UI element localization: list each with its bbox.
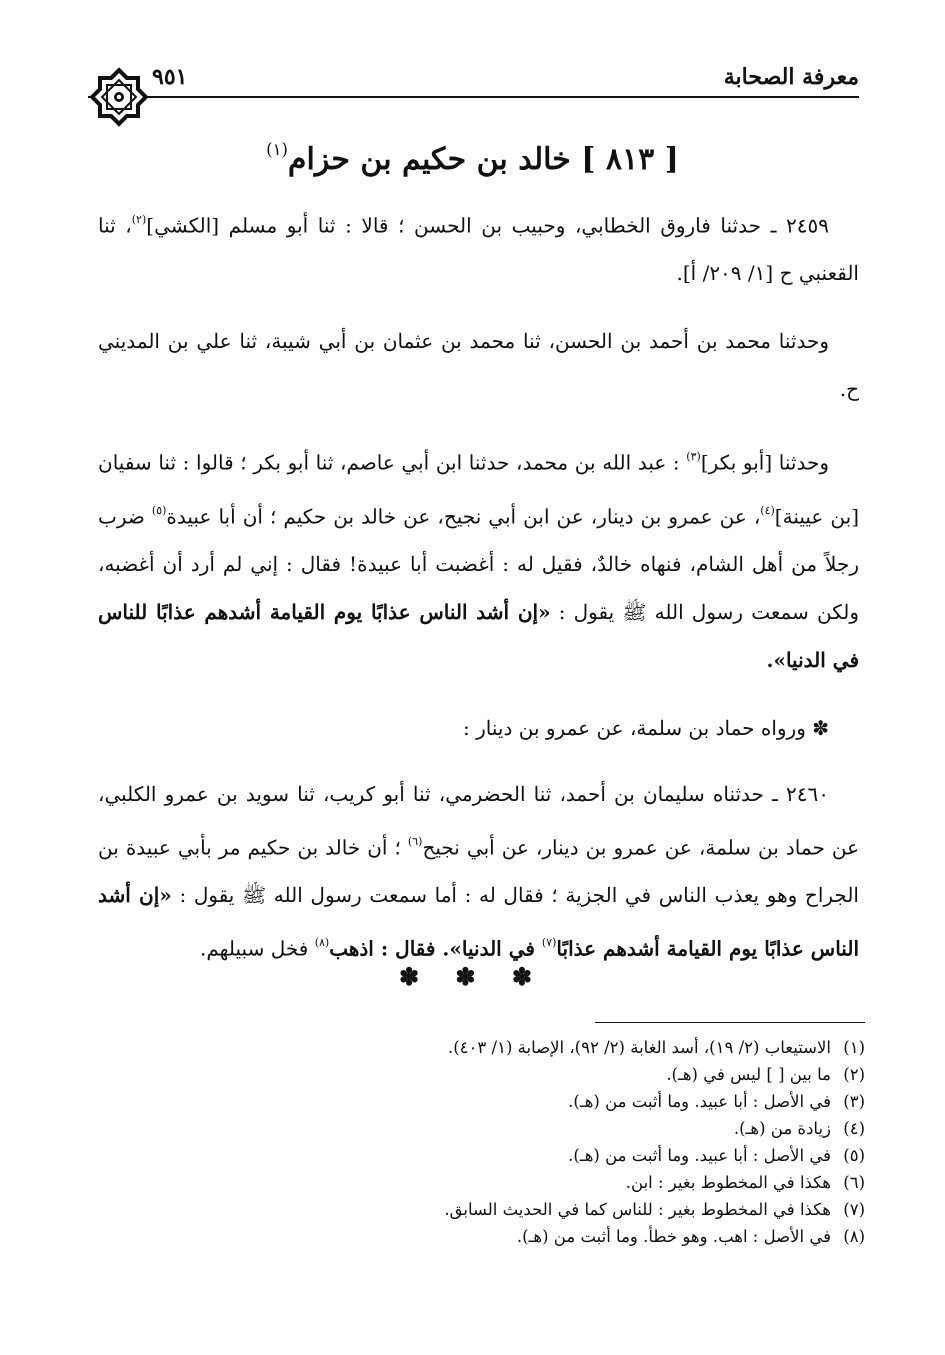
hadith-paragraph: [98, 433, 859, 684]
paragraph-text: ؛ أن خالد بن حكيم مر بأبي عبيدة بن الجراح وهو يعذب الناس في الجزية ؛ فقال له : أما سمعت رسول الله ﷺ يقول :: [98, 835, 859, 908]
header-rule: [88, 96, 859, 98]
book-title: معرفة الصحابة: [723, 64, 859, 90]
section-separator: ✽ ✽ ✽: [398, 962, 547, 991]
paragraph-text: ، عن عمرو بن دينار، عن ابن أبي نجيح، عن خالد بن حكيم ؛ أن أبا عبيدة: [166, 504, 761, 529]
footnote-number: (٨): [843, 1227, 865, 1246]
footnote-item: [90, 1061, 865, 1088]
hadith-paragraph: [98, 317, 859, 413]
paragraph-text: ضرب رجلاً من أهل الشام، فنهاه خالدٌ، فقيل له : أغضبت أبا عبيدة! فقال : إني لم أرد أن أغضبه، ولكن سمعت رسول الله ﷺ يقول :: [98, 504, 859, 625]
footnote-text: هكذا في المخطوط بغير : للناس كما في الحديث السابق.: [444, 1200, 831, 1219]
paragraph-text: فخل سبيلهم.: [200, 936, 315, 961]
footnote-ref: (٨): [314, 936, 330, 950]
footnote-text: في الأصل : أبا عبيد. وما أثبت من (هـ).: [568, 1092, 831, 1111]
octagram-ornament-icon: [88, 66, 150, 128]
hadith-paragraph: [98, 770, 859, 973]
hadith-paragraph: [98, 196, 859, 297]
footnote-number: (٥): [843, 1146, 865, 1165]
footnote-number: (٣): [843, 1092, 865, 1111]
footnote-item: [90, 1196, 865, 1223]
footnote-number: (٤): [843, 1119, 865, 1138]
paragraph-text: ، ثنا القعنبي ح [١/ ٢٠٩/ أ].: [98, 213, 859, 286]
footnote-item: [90, 1142, 865, 1169]
paragraph-text: ٢٤٥٩ ـ حدثنا فاروق الخطابي، وحبيب بن الحسن ؛ قالا : ثنا أبو مسلم [الكشي]: [146, 213, 829, 238]
running-header: [88, 62, 859, 98]
footnote-ref: (٣): [686, 450, 701, 464]
entry-title-text: [ ٨١٣ ] خالد بن حكيم بن حزام: [287, 142, 679, 178]
footnote-text: هكذا في المخطوط بغير : ابن.: [625, 1173, 831, 1192]
footnote-text: في الأصل : أبا عبيد. وما أثبت من (هـ).: [568, 1146, 831, 1165]
footnote-text: في الأصل : اهب. وهو خطأ. وما أثبت من (هـ).: [516, 1227, 831, 1246]
hadith-body: [98, 196, 859, 993]
footnote-rule: [595, 1022, 865, 1023]
footnote-ref: (٧): [541, 936, 557, 950]
footnote-item: [90, 1088, 865, 1115]
footnotes: [90, 1034, 865, 1250]
paragraph-text: وحدثنا [أبو بكر]: [700, 450, 830, 475]
paragraph-text: : عبد الله بن محمد، حدثنا ابن أبي عاصم، ثنا أبو بكر ؛ قالوا : ثنا سفيان [بن عيينة]: [98, 450, 860, 529]
footnote-text: ما بين [ ] ليس في (هـ).: [666, 1065, 831, 1084]
quoted-hadith-text: في الدنيا». فقال : اذهب: [329, 936, 542, 961]
footnote-item: [90, 1223, 865, 1250]
paragraph-text: وحدثنا محمد بن أحمد بن الحسن، ثنا محمد بن عثمان بن أبي شيبة، ثنا علي بن المديني ح.: [98, 329, 859, 402]
footnote-item: [90, 1034, 865, 1061]
footnote-ref: (٢): [131, 213, 147, 226]
footnote-ref: (٦): [407, 835, 423, 849]
footnote-ref: (١): [266, 140, 288, 159]
footnote-ref: (٥): [151, 503, 167, 517]
footnote-number: (٧): [843, 1200, 865, 1219]
quoted-hadith-text: «إن أشد الناس عذابًا يوم القيامة أشدهم عذابًا: [98, 883, 859, 961]
footnote-text: الاستيعاب (٢/ ١٩)، أسد الغابة (٢/ ٩٢)، الإصابة (١/ ٤٠٣).: [447, 1038, 831, 1057]
footnote-ref: (٤): [760, 503, 775, 517]
page-number: ٩٥١: [152, 64, 188, 90]
footnote-item: [90, 1169, 865, 1196]
footnote-text: زيادة من (هـ).: [733, 1119, 831, 1138]
footnote-number: (٦): [843, 1173, 865, 1192]
footnote-number: (٢): [843, 1065, 865, 1084]
narration-line: [98, 704, 859, 752]
footnote-number: (١): [843, 1038, 865, 1057]
paragraph-text: ✽ ورواه حماد بن سلمة، عن عمرو بن دينار :: [463, 716, 829, 741]
entry-title: [120, 140, 825, 177]
footnote-item: [90, 1115, 865, 1142]
quoted-hadith-text: «إن أشد الناس عذابًا يوم القيامة أشدهم عذابًا للناس في الدنيا».: [98, 600, 859, 673]
paragraph-text: ٢٤٦٠ ـ حدثناه سليمان بن أحمد، ثنا الحضرمي، ثنا أبو كريب، ثنا سويد بن عمرو الكلبي، عن حماد بن سلمة، عن عمرو بن دينار، عن أبي نجيح: [98, 782, 860, 860]
